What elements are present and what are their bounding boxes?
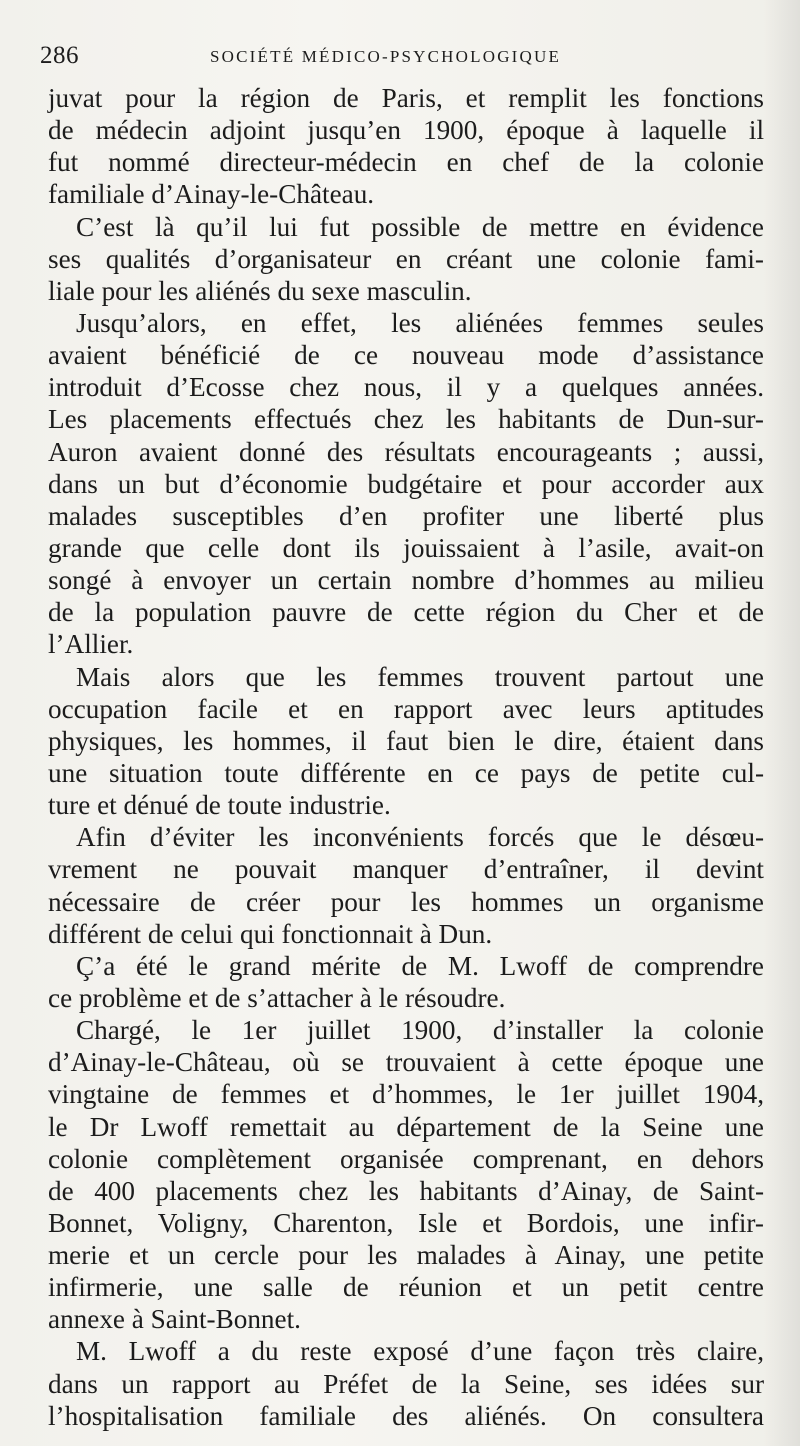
- text-line: de la population pauvre de cette région du Cher et de: [48, 597, 764, 628]
- text-line: avaient bénéficié de ce nouveau mode d’assistance: [48, 340, 764, 371]
- text-line: Les placements effectués chez les habitants de Dun-sur-: [48, 404, 764, 435]
- page-header: [40, 38, 760, 72]
- page-edge-shadow: [764, 0, 800, 1446]
- text-line: Ç’a été le grand mérite de M. Lwoff de comprendre: [76, 950, 764, 981]
- text-line: liale pour les aliénés du sexe masculin.: [48, 275, 472, 306]
- text-line: dans un but d’économie budgétaire et pour accorder aux: [48, 468, 764, 499]
- text-line: M. Lwoff a du reste exposé d’une façon très claire,: [76, 1336, 764, 1367]
- text-line: Auron avaient donné des résultats encourageants ; aussi,: [48, 436, 764, 467]
- text-line: l’Allier.: [48, 629, 134, 660]
- body-text: [48, 82, 764, 1432]
- text-line: différent de celui qui fonctionnait à Dun.: [48, 918, 493, 949]
- text-line: ce problème et de s’attacher à le résoudre.: [48, 982, 506, 1013]
- text-line: une situation toute différente en ce pays de petite cul-: [48, 757, 764, 788]
- text-line: fut nommé directeur-médecin en chef de la colonie: [48, 147, 764, 178]
- text-line: infirmerie, une salle de réunion et un petit centre: [48, 1272, 764, 1303]
- text-line: vrement ne pouvait manquer d’entraîner, il devint: [48, 854, 764, 885]
- text-line: malades susceptibles d’en profiter une liberté plus: [48, 500, 764, 531]
- text-line: songé à envoyer un certain nombre d’hommes au milieu: [48, 565, 764, 596]
- running-head: SOCIÉTÉ MÉDICO-PSYCHOLOGIQUE: [210, 47, 562, 66]
- text-line: ses qualités d’organisateur en créant une colonie fami-: [48, 243, 764, 274]
- text-line: C’est là qu’il lui fut possible de mettre en évidence: [76, 211, 764, 242]
- text-line: Chargé, le 1er juillet 1900, d’installer la colonie: [76, 1015, 764, 1046]
- text-line: de médecin adjoint jusqu’en 1900, époque à laquelle il: [48, 115, 764, 146]
- text-line: occupation facile et en rapport avec leurs aptitudes: [48, 693, 764, 724]
- text-line: Mais alors que les femmes trouvent partout une: [76, 661, 764, 692]
- text-line: Afin d’éviter les inconvénients forcés que le désœu-: [76, 822, 764, 853]
- text-line: colonie complètement organisée comprenant, en dehors: [48, 1143, 764, 1174]
- text-line: de 400 placements chez les habitants d’Ainay, de Saint-: [48, 1175, 764, 1206]
- text-line: ture et dénué de toute industrie.: [48, 790, 391, 821]
- text-line: le Dr Lwoff remettait au département de la Seine une: [48, 1111, 764, 1142]
- text-line: juvat pour la région de Paris, et remplit les fonctions: [48, 83, 764, 113]
- text-line: l’hospitalisation familiale des aliénés. On consultera: [48, 1400, 764, 1431]
- text-line: introduit d’Ecosse chez nous, il y a quelques années.: [48, 372, 764, 403]
- text-line: physiques, les hommes, il faut bien le dire, étaient dans: [48, 725, 764, 756]
- text-line: Jusqu’alors, en effet, les aliénées femmes seules: [76, 307, 764, 338]
- text-line: vingtaine de femmes et d’hommes, le 1er juillet 1904,: [48, 1079, 764, 1110]
- text-line: Bonnet, Voligny, Charenton, Isle et Bordois, une infir-: [48, 1207, 764, 1238]
- page-number: 286: [40, 42, 79, 69]
- text-line: dans un rapport au Préfet de la Seine, ses idées sur: [48, 1368, 764, 1399]
- text-line: grande que celle dont ils jouissaient à l’asile, avait-on: [48, 532, 764, 563]
- text-line: merie et un cercle pour les malades à Ainay, une petite: [48, 1240, 764, 1271]
- text-line: nécessaire de créer pour les hommes un organisme: [48, 886, 764, 917]
- text-line: annexe à Saint-Bonnet.: [48, 1304, 301, 1335]
- text-line: familiale d’Ainay-le-Château.: [48, 179, 375, 210]
- text-line: d’Ainay-le-Château, où se trouvaient à cette époque une: [48, 1047, 764, 1078]
